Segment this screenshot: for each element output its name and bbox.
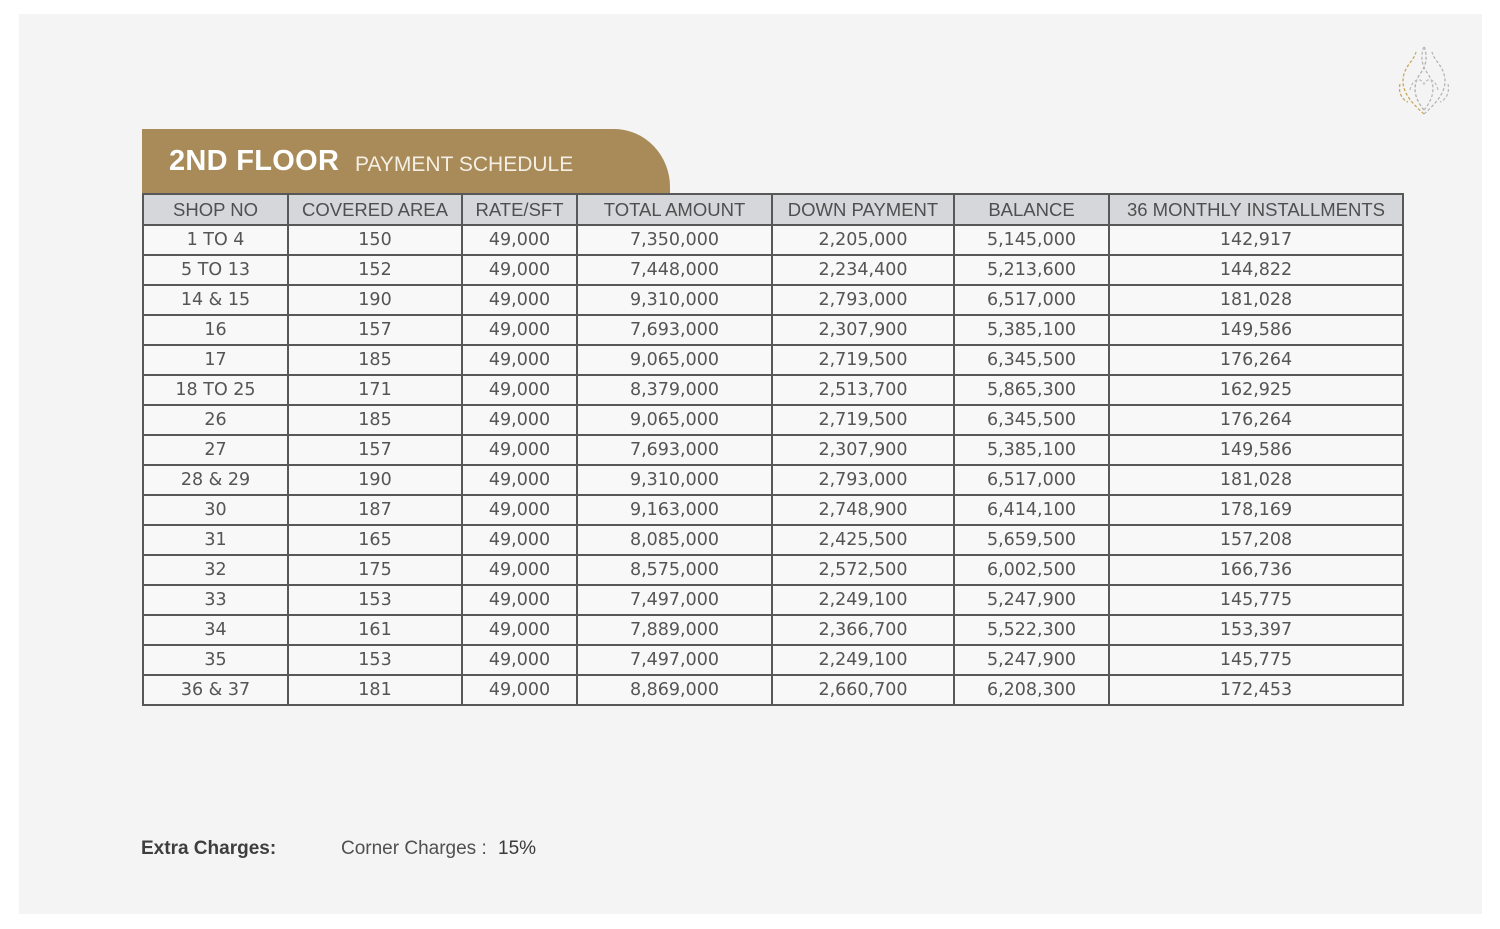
- table-cell: 2,366,700: [772, 615, 954, 645]
- table-cell: 5,385,100: [954, 435, 1109, 465]
- table-cell: 5,247,900: [954, 585, 1109, 615]
- table-cell: 6,208,300: [954, 675, 1109, 705]
- table-cell: 162,925: [1109, 375, 1403, 405]
- table-cell: 7,448,000: [577, 255, 772, 285]
- table-cell: 49,000: [462, 645, 577, 675]
- table-row: [143, 345, 1403, 375]
- table-cell: 9,310,000: [577, 285, 772, 315]
- table-cell: 144,822: [1109, 255, 1403, 285]
- table-cell: 2,793,000: [772, 285, 954, 315]
- table-cell: 2,572,500: [772, 555, 954, 585]
- table-cell: 14 & 15: [143, 285, 288, 315]
- table-cell: 8,869,000: [577, 675, 772, 705]
- table-cell: 5 TO 13: [143, 255, 288, 285]
- column-header: COVERED AREA: [288, 194, 462, 225]
- table-cell: 190: [288, 465, 462, 495]
- table-row: [143, 675, 1403, 705]
- table-cell: 145,775: [1109, 585, 1403, 615]
- table-cell: 149,586: [1109, 435, 1403, 465]
- table-cell: 35: [143, 645, 288, 675]
- table-body: [143, 225, 1403, 705]
- table-cell: 172,453: [1109, 675, 1403, 705]
- table-cell: 2,205,000: [772, 225, 954, 255]
- table-cell: 1 TO 4: [143, 225, 288, 255]
- table-cell: 157: [288, 435, 462, 465]
- corner-charges-value: 15%: [498, 838, 537, 859]
- table-row: [143, 255, 1403, 285]
- table-cell: 9,310,000: [577, 465, 772, 495]
- table-row: [143, 225, 1403, 255]
- table-cell: 5,865,300: [954, 375, 1109, 405]
- table-cell: 157,208: [1109, 525, 1403, 555]
- table-cell: 185: [288, 345, 462, 375]
- table-row: [143, 645, 1403, 675]
- table-cell: 2,719,500: [772, 405, 954, 435]
- table-cell: 49,000: [462, 615, 577, 645]
- table-cell: 190: [288, 285, 462, 315]
- section-title-tab: [142, 129, 670, 193]
- table-cell: 178,169: [1109, 495, 1403, 525]
- table-cell: 49,000: [462, 525, 577, 555]
- floor-title: 2ND FLOOR: [169, 145, 340, 177]
- table-cell: 176,264: [1109, 345, 1403, 375]
- table-cell: 33: [143, 585, 288, 615]
- table-cell: 157: [288, 315, 462, 345]
- table-cell: 49,000: [462, 435, 577, 465]
- table-row: [143, 555, 1403, 585]
- table-cell: 49,000: [462, 675, 577, 705]
- table-cell: 17: [143, 345, 288, 375]
- table-cell: 30: [143, 495, 288, 525]
- table-cell: 176,264: [1109, 405, 1403, 435]
- table-cell: 5,247,900: [954, 645, 1109, 675]
- table-cell: 153: [288, 645, 462, 675]
- table-cell: 145,775: [1109, 645, 1403, 675]
- table-cell: 49,000: [462, 585, 577, 615]
- table-cell: 153: [288, 585, 462, 615]
- table-cell: 9,065,000: [577, 345, 772, 375]
- table-cell: 2,307,900: [772, 315, 954, 345]
- table-cell: 49,000: [462, 255, 577, 285]
- table-cell: 49,000: [462, 225, 577, 255]
- corner-charges-label: Corner Charges :: [341, 838, 487, 859]
- table-cell: 181: [288, 675, 462, 705]
- table-cell: 165: [288, 525, 462, 555]
- table-row: [143, 615, 1403, 645]
- table-row: [143, 405, 1403, 435]
- table-row: [143, 315, 1403, 345]
- table-cell: 171: [288, 375, 462, 405]
- table-cell: 49,000: [462, 315, 577, 345]
- table-cell: 7,350,000: [577, 225, 772, 255]
- table-cell: 5,522,300: [954, 615, 1109, 645]
- table-cell: 185: [288, 405, 462, 435]
- table-row: [143, 585, 1403, 615]
- table-row: [143, 495, 1403, 525]
- table-cell: 150: [288, 225, 462, 255]
- table-cell: 2,234,400: [772, 255, 954, 285]
- table-cell: 5,385,100: [954, 315, 1109, 345]
- table-cell: 6,517,000: [954, 465, 1109, 495]
- table-cell: 9,065,000: [577, 405, 772, 435]
- table-cell: 6,345,500: [954, 345, 1109, 375]
- table-cell: 5,659,500: [954, 525, 1109, 555]
- table-cell: 6,002,500: [954, 555, 1109, 585]
- table-cell: 2,249,100: [772, 585, 954, 615]
- table-cell: 7,497,000: [577, 645, 772, 675]
- table-cell: 187: [288, 495, 462, 525]
- table-cell: 49,000: [462, 495, 577, 525]
- table-cell: 149,586: [1109, 315, 1403, 345]
- extra-charges-label: Extra Charges:: [141, 838, 277, 859]
- table-cell: 6,345,500: [954, 405, 1109, 435]
- table-cell: 16: [143, 315, 288, 345]
- table-cell: 2,249,100: [772, 645, 954, 675]
- table-cell: 152: [288, 255, 462, 285]
- table-cell: 181,028: [1109, 465, 1403, 495]
- table-cell: 49,000: [462, 285, 577, 315]
- column-header: DOWN PAYMENT: [772, 194, 954, 225]
- table-row: [143, 435, 1403, 465]
- table-cell: 49,000: [462, 555, 577, 585]
- table-cell: 28 & 29: [143, 465, 288, 495]
- table-cell: 18 TO 25: [143, 375, 288, 405]
- table-cell: 27: [143, 435, 288, 465]
- table-cell: 34: [143, 615, 288, 645]
- table-header-row: [143, 194, 1403, 225]
- table-cell: 175: [288, 555, 462, 585]
- table-cell: 153,397: [1109, 615, 1403, 645]
- table-cell: 7,693,000: [577, 315, 772, 345]
- payment-schedule-table: [142, 193, 1404, 706]
- table-cell: 31: [143, 525, 288, 555]
- table-cell: 6,414,100: [954, 495, 1109, 525]
- table-cell: 161: [288, 615, 462, 645]
- table-cell: 49,000: [462, 375, 577, 405]
- table-cell: 8,379,000: [577, 375, 772, 405]
- table-cell: 166,736: [1109, 555, 1403, 585]
- table-row: [143, 375, 1403, 405]
- table-cell: 2,425,500: [772, 525, 954, 555]
- column-header: RATE/SFT: [462, 194, 577, 225]
- table-cell: 8,575,000: [577, 555, 772, 585]
- table-cell: 49,000: [462, 465, 577, 495]
- table-cell: 9,163,000: [577, 495, 772, 525]
- table-cell: 2,793,000: [772, 465, 954, 495]
- table-cell: 32: [143, 555, 288, 585]
- table-cell: 7,497,000: [577, 585, 772, 615]
- table-cell: 2,660,700: [772, 675, 954, 705]
- table-row: [143, 525, 1403, 555]
- table-cell: 8,085,000: [577, 525, 772, 555]
- table-cell: 2,748,900: [772, 495, 954, 525]
- table-cell: 181,028: [1109, 285, 1403, 315]
- column-header: 36 MONTHLY INSTALLMENTS: [1109, 194, 1403, 225]
- table-cell: 5,145,000: [954, 225, 1109, 255]
- column-header: BALANCE: [954, 194, 1109, 225]
- table-row: [143, 465, 1403, 495]
- table-cell: 36 & 37: [143, 675, 288, 705]
- column-header: TOTAL AMOUNT: [577, 194, 772, 225]
- table-cell: 142,917: [1109, 225, 1403, 255]
- table-cell: 2,513,700: [772, 375, 954, 405]
- table-cell: 49,000: [462, 345, 577, 375]
- table-cell: 7,693,000: [577, 435, 772, 465]
- table-cell: 7,889,000: [577, 615, 772, 645]
- table-cell: 26: [143, 405, 288, 435]
- table-cell: 6,517,000: [954, 285, 1109, 315]
- table-cell: 49,000: [462, 405, 577, 435]
- table-cell: 2,719,500: [772, 345, 954, 375]
- schedule-subtitle: PAYMENT SCHEDULE: [355, 153, 574, 176]
- column-header: SHOP NO: [143, 194, 288, 225]
- table-cell: 2,307,900: [772, 435, 954, 465]
- table-cell: 5,213,600: [954, 255, 1109, 285]
- ornamental-flame-logo-icon: [1394, 40, 1454, 120]
- table-row: [143, 285, 1403, 315]
